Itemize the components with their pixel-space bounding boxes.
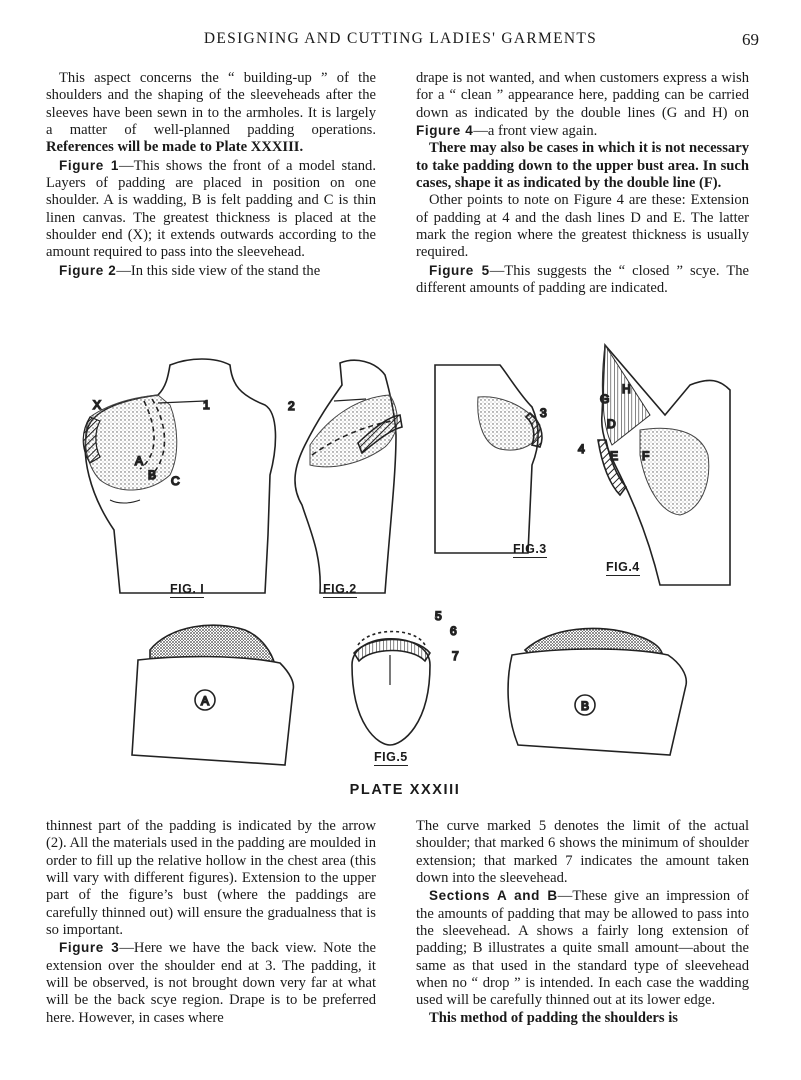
paragraph bbox=[46, 157, 376, 262]
figure-heading: Figure 3 bbox=[59, 940, 120, 956]
running-head bbox=[0, 30, 801, 52]
figure-2-drawing bbox=[288, 360, 402, 593]
svg-text:A: A bbox=[201, 694, 210, 708]
paragraph-text: —a front view again. bbox=[473, 123, 598, 140]
text-column-top-left bbox=[46, 70, 376, 280]
fig-5-label: FIG.5 bbox=[374, 750, 408, 764]
figure-heading: Figure 5 bbox=[429, 262, 490, 278]
paragraph-text: drape is not wanted, and when customers express a wish for a “ clean ” appearance here, padding can be carried down as indicated by the double lines (G and H) on bbox=[416, 70, 749, 121]
svg-text:1: 1 bbox=[203, 398, 210, 412]
paragraph-text: —In this side view of the stand the bbox=[116, 262, 321, 279]
fig-4-label: FIG.4 bbox=[606, 560, 640, 574]
paragraph-text: —This suggests the “ closed ” scye. The different amounts of padding are indicated. bbox=[416, 262, 750, 297]
fig-1-label: FIG. I bbox=[170, 582, 205, 596]
paragraph bbox=[46, 939, 376, 1027]
paragraph bbox=[46, 262, 376, 280]
svg-text:B: B bbox=[581, 699, 590, 713]
paragraph bbox=[416, 70, 749, 140]
paragraph-text: —Here we have the back view. Note the extension over the shoulder end at 3. The padding, it will be observed, is not brought down very far at what will be the back scye region. Drape is to be preferred here. However, in cases where bbox=[46, 940, 376, 1026]
svg-text:X: X bbox=[93, 398, 102, 412]
paragraph: The curve marked 5 denotes the limit of the actual shoulder; that marked 6 shows the minimum of shoulder extension; that marked 7 indicates the amount taken down into the sleevehead. bbox=[416, 818, 749, 887]
svg-text:6: 6 bbox=[450, 624, 457, 638]
paragraph: Other points to note on Figure 4 are these: Extension of padding at 4 and the dash lines D and E. The latter mark the region where the greatest thickness is usually required. bbox=[416, 192, 749, 261]
bold-paragraph: This method of padding the shoulders is bbox=[429, 1009, 678, 1026]
svg-text:B: B bbox=[148, 468, 157, 482]
section-heading: Sections A and B bbox=[429, 888, 558, 904]
text-column-bottom-right bbox=[416, 818, 749, 1027]
figure-reference: Figure 4 bbox=[416, 123, 474, 139]
paragraph-text: This aspect concerns the “ building-up ” of the shoulders and the shaping of the sleeveheads after the sleeves have been sewn in to the armholes. It is largely a matter of well-planned padding operations. bbox=[46, 70, 376, 139]
bold-paragraph: There may also be cases in which it is not necessary to take padding down to the upper bust area. In such cases, shape it as indicated by the double line (F). bbox=[416, 140, 749, 192]
bold-reference: References will be made to Plate XXXIII. bbox=[46, 139, 304, 156]
figure-heading: Figure 1 bbox=[59, 157, 119, 173]
figure-5-drawing bbox=[352, 609, 459, 745]
text-column-bottom-left bbox=[46, 818, 376, 1027]
text-column-top-right bbox=[416, 70, 749, 297]
paragraph bbox=[46, 70, 376, 157]
section-b-drawing bbox=[508, 628, 686, 755]
plate-drawing bbox=[40, 335, 770, 805]
fig-2-label: FIG.2 bbox=[323, 582, 357, 596]
running-head-title: DESIGNING AND CUTTING LADIES' GARMENTS bbox=[203, 30, 598, 47]
paragraph-text: —These give an impression of the amounts of padding that may be allowed to pass into the sleevehead. A shows a fairly long extension of padding; B illustrates a quite small amount—about the same as that used in the standard type of sleevehead when no “ drop ” is intended. In each case the wadding used will be carefully thinned out at its lower edge. bbox=[416, 888, 749, 1009]
paragraph bbox=[416, 262, 749, 298]
svg-text:G: G bbox=[600, 392, 610, 406]
svg-text:2: 2 bbox=[288, 399, 295, 413]
svg-text:E: E bbox=[610, 449, 619, 463]
page-number: 69 bbox=[742, 30, 759, 49]
figure-4-drawing bbox=[578, 345, 730, 585]
svg-text:3: 3 bbox=[540, 406, 547, 420]
paragraph bbox=[416, 887, 749, 1009]
svg-text:A: A bbox=[135, 454, 144, 468]
figure-heading: Figure 2 bbox=[59, 262, 117, 278]
svg-text:C: C bbox=[171, 474, 180, 488]
svg-text:H: H bbox=[622, 382, 631, 396]
svg-text:5: 5 bbox=[435, 609, 442, 623]
svg-text:F: F bbox=[642, 449, 650, 463]
plate-caption: PLATE XXXIII bbox=[349, 782, 461, 798]
svg-text:D: D bbox=[607, 417, 616, 431]
svg-text:4: 4 bbox=[578, 442, 585, 456]
svg-text:7: 7 bbox=[452, 649, 459, 663]
fig-3-label: FIG.3 bbox=[513, 542, 547, 556]
paragraph-text: —This shows the front of a model stand. Layers of padding are placed in position on one shoulder. A is wadding, B is felt padding and C is thin linen canvas. The greatest thickness is placed at the shoulder end (X); it extends outwards according to the amount required to pass into the sleevehead. bbox=[46, 157, 376, 261]
figure-1-drawing bbox=[83, 359, 275, 593]
plate-illustration bbox=[40, 335, 770, 805]
section-a-drawing bbox=[132, 625, 293, 765]
paragraph: thinnest part of the padding is indicated by the arrow (2). All the materials used in the padding are moulded in order to fill up the relative hollow in the chest area (this will vary with different figures). Extension to the upper part of the figure’s bust (where the paddings are carefully thinned out) will ensure the gradualness that is so important. bbox=[46, 818, 376, 939]
figure-3-drawing bbox=[435, 365, 547, 553]
